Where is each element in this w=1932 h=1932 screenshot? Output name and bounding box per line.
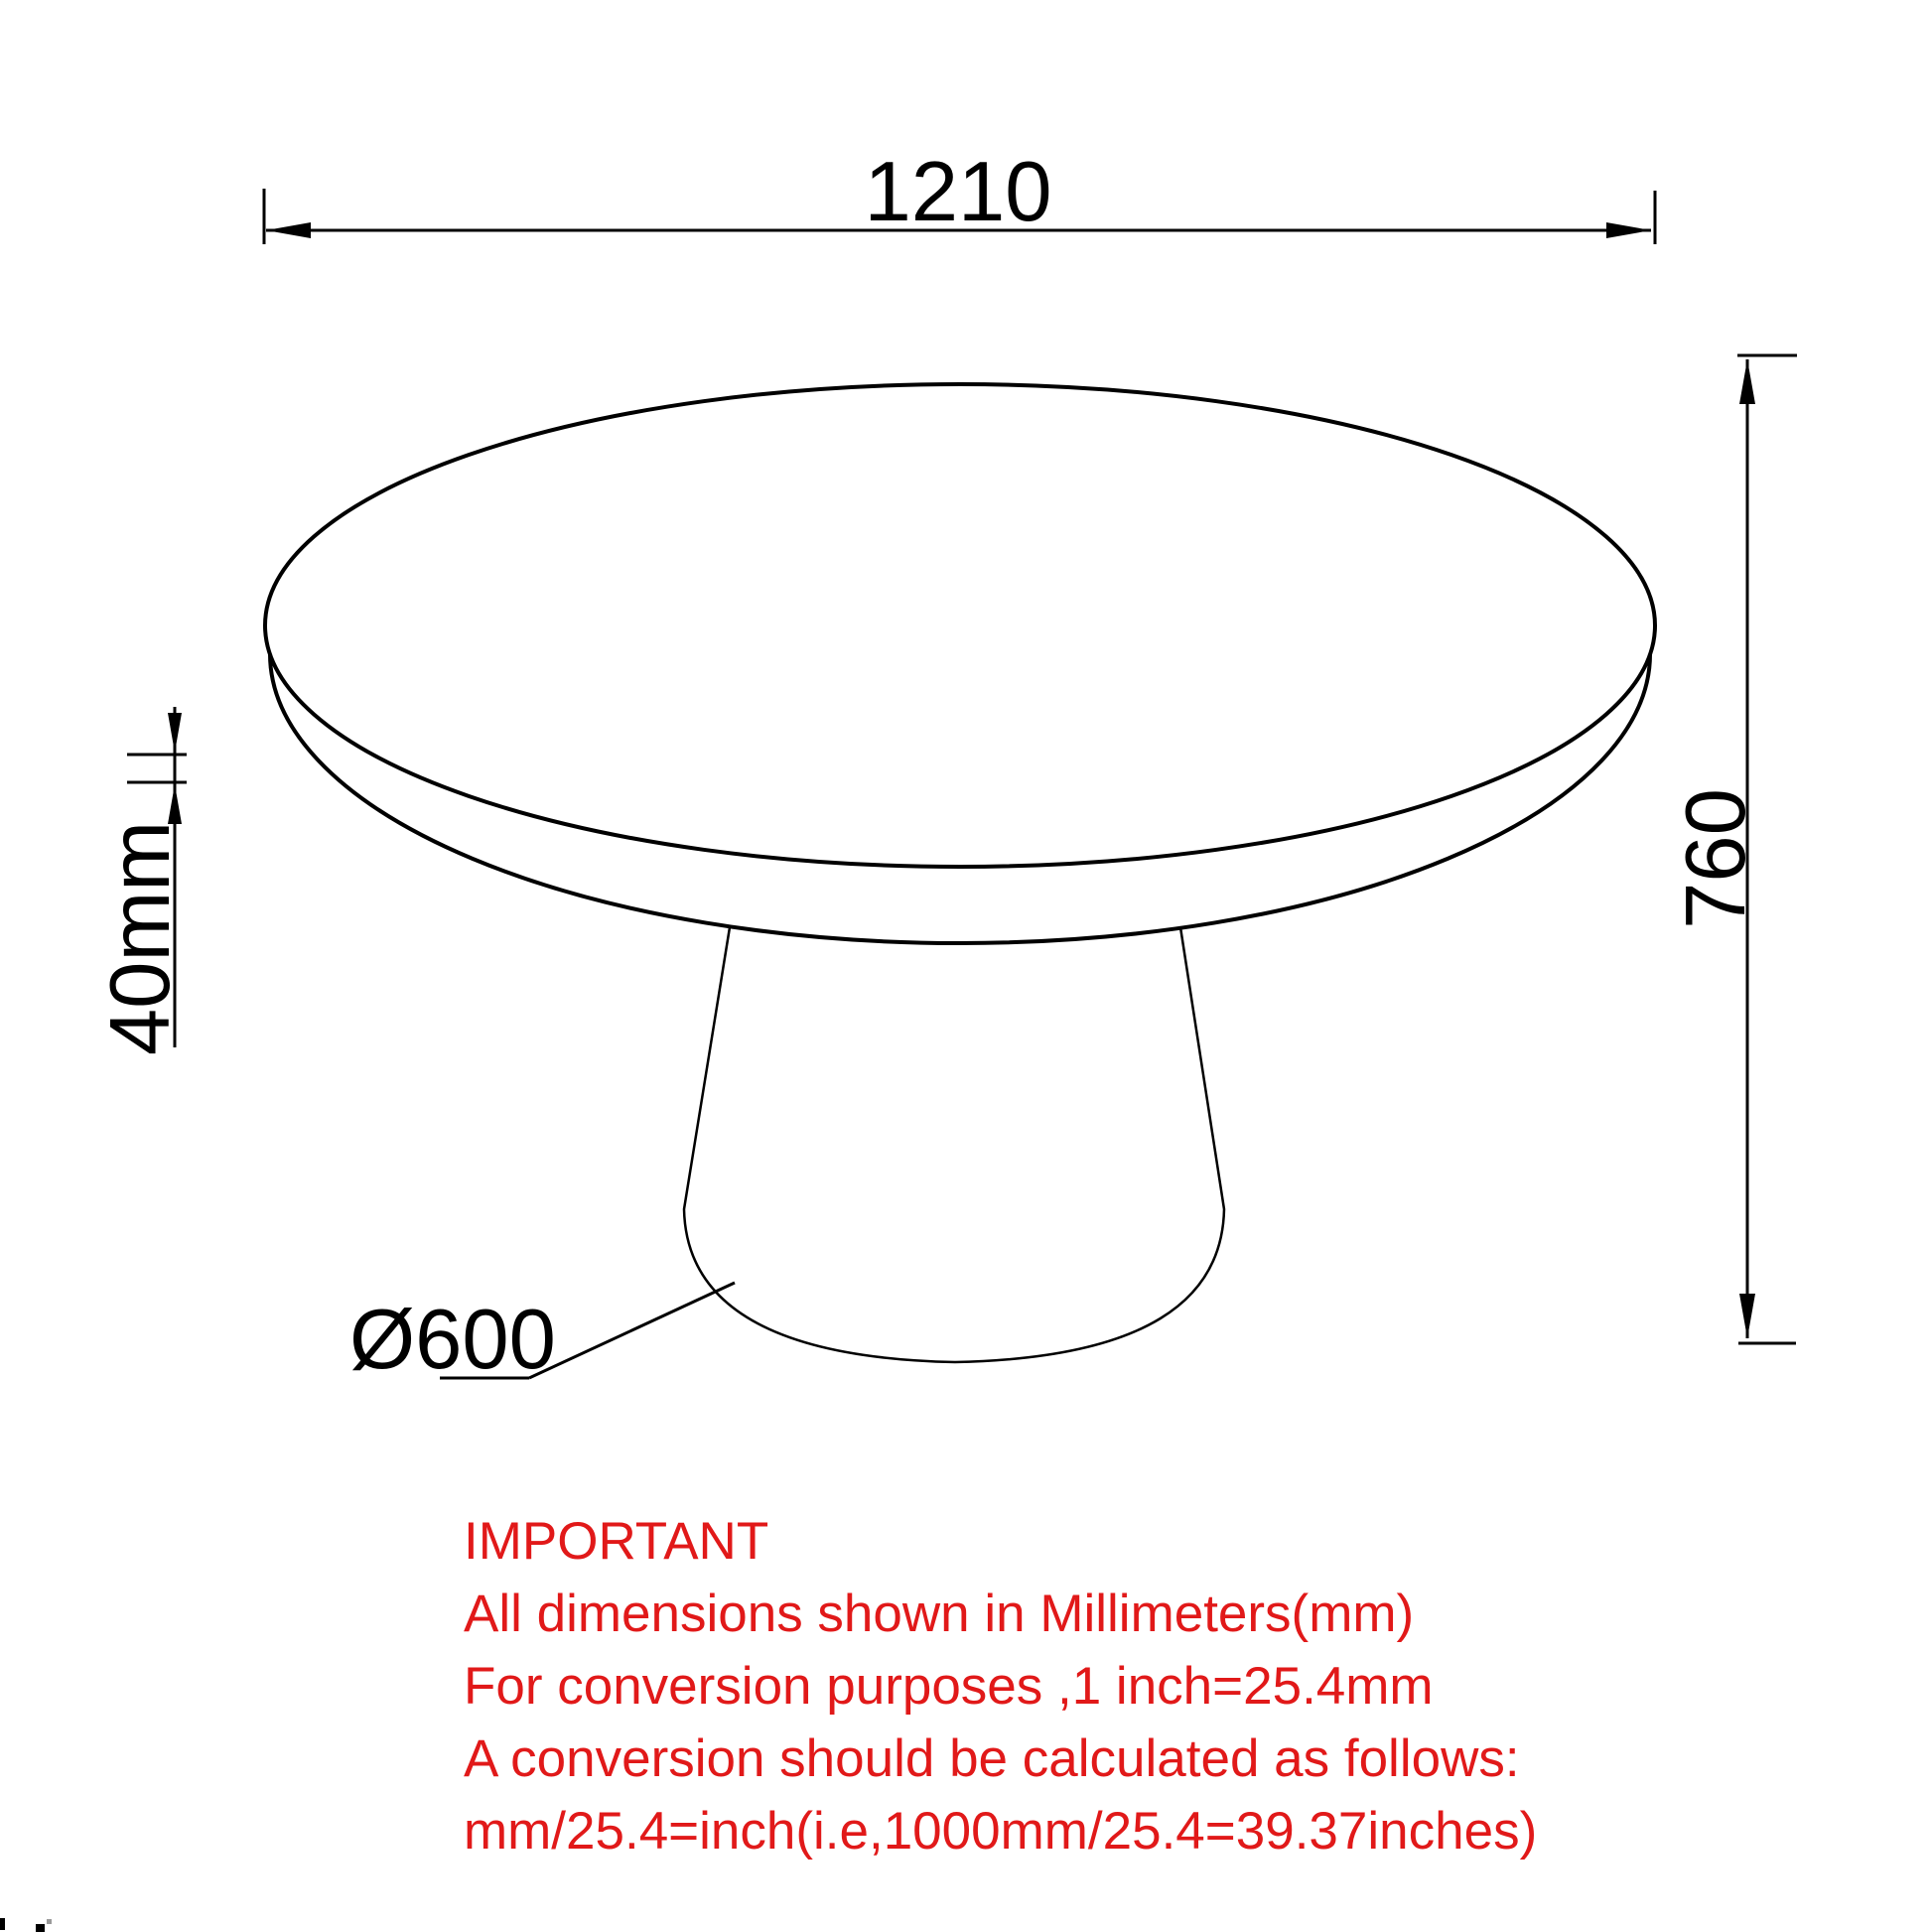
artifact-mark (0, 1918, 5, 1930)
thickness-dimension-label: 40mm (93, 820, 188, 1056)
height-dimension (1669, 355, 1797, 1343)
arrowhead-down-icon (1739, 1294, 1755, 1338)
arrowhead-up-icon (1739, 359, 1755, 404)
tabletop-top-face-ellipse (265, 384, 1655, 867)
height-dimension-label: 760 (1669, 788, 1763, 929)
notes-line-2: For conversion purposes ,1 inch=25.4mm (464, 1657, 1434, 1716)
notes-title: IMPORTANT (464, 1512, 769, 1571)
table-top-outline (265, 384, 1655, 943)
scan-artifacts (0, 1918, 52, 1932)
arrowhead-right-icon (1606, 222, 1651, 238)
width-dimension-label: 1210 (864, 145, 1052, 239)
arrowhead-left-icon (266, 222, 311, 238)
artifact-mark (47, 1919, 52, 1924)
base-diameter-leader-line (529, 1283, 735, 1378)
notes-line-4: mm/25.4=inch(i.e,1000mm/25.4=39.37inches) (464, 1802, 1538, 1861)
base-diameter-callout (349, 1283, 735, 1387)
arrowhead-down-small-icon (168, 713, 182, 753)
pedestal-base-outline (684, 927, 1224, 1362)
thickness-dimension (93, 707, 188, 1055)
arrowhead-up-small-icon (168, 784, 182, 824)
notes-line-1: All dimensions shown in Millimeters(mm) (464, 1585, 1415, 1643)
width-dimension (264, 145, 1655, 244)
important-notes (464, 1512, 1537, 1861)
base-diameter-label: Ø600 (349, 1293, 556, 1387)
notes-line-3: A conversion should be calculated as follows: (464, 1729, 1520, 1788)
artifact-mark (36, 1924, 45, 1932)
